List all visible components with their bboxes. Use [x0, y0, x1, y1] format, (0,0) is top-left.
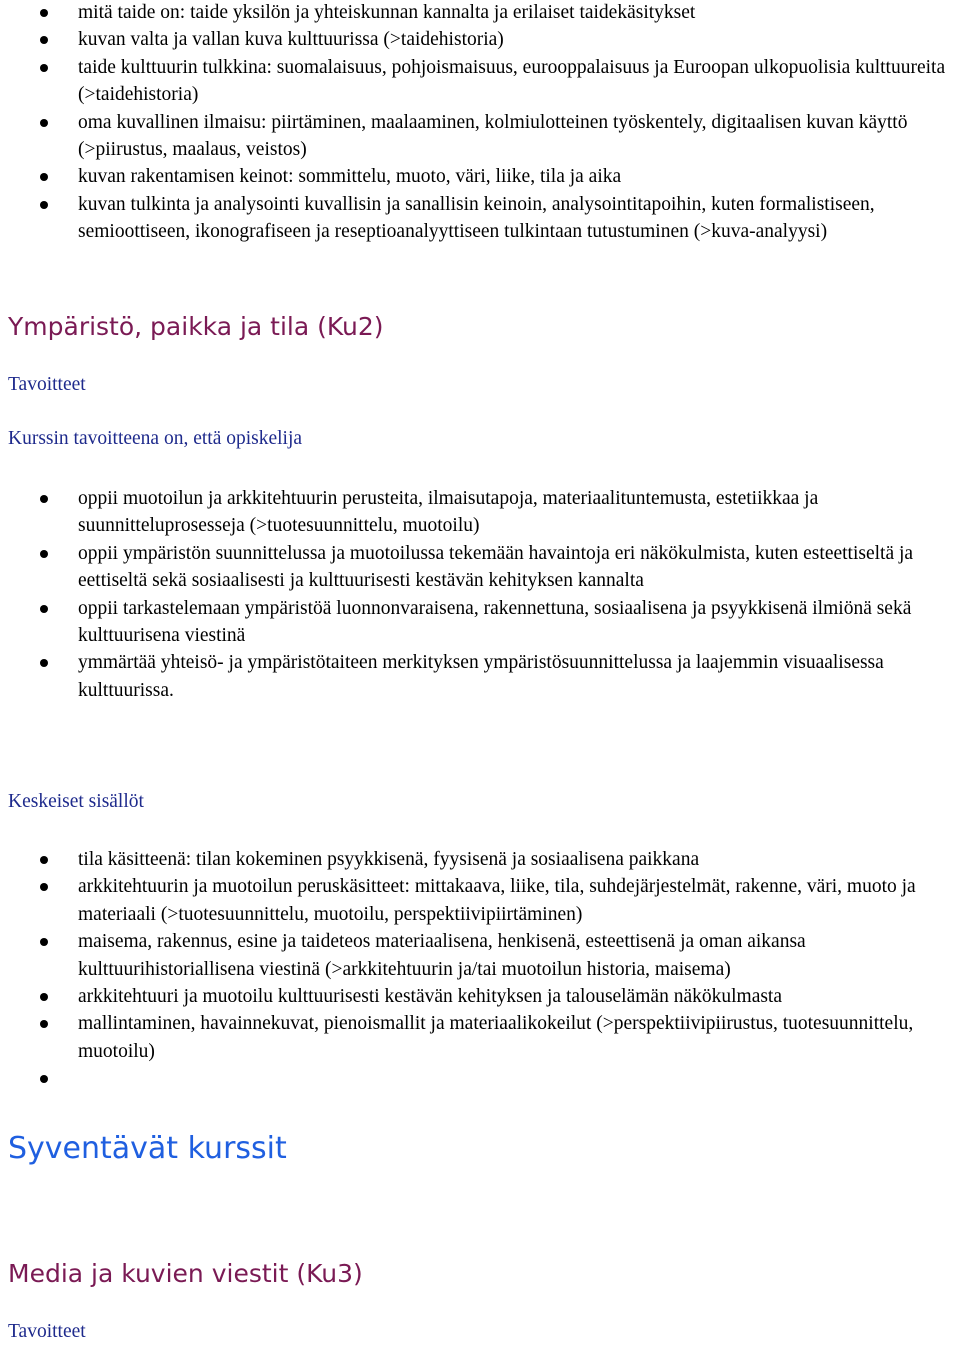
list-item [0, 485, 960, 540]
bullet-icon [40, 938, 48, 946]
goals-label: Tavoitteet [8, 374, 86, 395]
list-item [0, 540, 960, 595]
bullet-icon [40, 883, 48, 891]
list-item-text: oppii tarkastelemaan ympäristöä luonnonvaraisena, rakennettuna, sosiaalisena ja psyykkisenä ilmiönä sekä kulttuurisena viestinä [78, 597, 912, 647]
bullet-icon [40, 605, 48, 613]
bullet-icon [40, 9, 48, 17]
list-item-text: arkkitehtuuri ja muotoilu kulttuurisesti kestävän kehityksen ja talouselämän näkökulmasta [78, 986, 783, 1008]
content-label: Keskeiset sisällöt [8, 791, 144, 812]
list-item [0, 846, 960, 873]
bullet-icon [40, 201, 48, 209]
section-heading-advanced: Syventävät kurssit [8, 1131, 287, 1166]
goals-intro: Kurssin tavoitteena on, että opiskelija [8, 428, 303, 449]
bullet-icon [40, 550, 48, 558]
list-item-text: tila käsitteenä: tilan kokeminen psyykkisenä, fyysisenä ja sosiaalisena paikkana [78, 849, 700, 870]
list-item [0, 873, 960, 928]
list-item [0, 109, 960, 164]
list-item-text: kuvan tulkinta ja analysointi kuvallisin ja sanallisin keinoin, analysointitapoihin, kuten formalistiseen, semioottiseen, ikonografiseen ja reseptioanalyyttiseen tulkintaan tutustuminen (>kuva-analyysi) [78, 193, 875, 243]
bullet-icon [40, 993, 48, 1001]
list-item [0, 1010, 960, 1065]
list-item-text: kuvan valta ja vallan kuva kulttuurissa (>taidehistoria) [78, 29, 504, 51]
list-item-text: mitä taide on: taide yksilön ja yhteiskunnan kannalta ja erilaiset taidekäsitykset [78, 2, 696, 23]
list-item-text: oppii muotoilun ja arkkitehtuurin perusteita, ilmaisutapoja, materiaalituntemusta, estetiikkaa ja suunnitteluprosesseja (>tuotesuunnittelu, muotoilu) [78, 488, 819, 537]
list-item-empty [0, 1065, 960, 1092]
list-item [0, 983, 960, 1010]
list-item-text: mallintaminen, havainnekuvat, pienoismallit ja materiaalikokeilut (>perspektiivipiirustus, tuotesuunnittelu, muotoilu) [78, 1013, 914, 1062]
list-item [0, 0, 960, 26]
bullet-icon [40, 64, 48, 72]
bullet-icon [40, 36, 48, 44]
contents-list [0, 846, 960, 1093]
top-bullet-list [0, 0, 960, 246]
bullet-icon [40, 495, 48, 503]
list-item-text: arkkitehtuurin ja muotoilun peruskäsitteet: mittakaava, liike, tila, suhdejärjestelmät, rakenne, väri, muoto ja materiaali (>tuotesuunnittelu, muotoilu, perspektiivipiirtäminen) [78, 876, 916, 925]
bullet-icon [40, 119, 48, 127]
list-item [0, 26, 960, 53]
goals-list [0, 485, 960, 704]
list-item-text: oppii ympäristön suunnittelussa ja muotoilussa tekemään havaintoja eri näkökulmista, kuten esteettiseltä ja eettiseltä sekä sosiaalisesti ja kulttuurisesti kestävän kehityksen kannalta [78, 542, 914, 592]
list-item [0, 928, 960, 983]
bullet-icon [40, 173, 48, 181]
bullet-icon [40, 856, 48, 864]
list-item-text: kuvan rakentamisen keinot: sommittelu, muoto, väri, liike, tila ja aika [78, 166, 622, 188]
list-item [0, 163, 960, 190]
bullet-icon [40, 1020, 48, 1028]
list-item [0, 595, 960, 650]
bullet-icon [40, 659, 48, 667]
bullet-icon [40, 1075, 48, 1083]
list-item-text: maisema, rakennus, esine ja taideteos materiaalisena, henkisenä, esteettisenä ja oman aikansa kulttuurihistoriallisena viestinä (>arkkitehtuurin ja/tai muotoilun historia, maisema) [78, 931, 806, 980]
section-heading-ku3: Media ja kuvien viestit (Ku3) [8, 1259, 363, 1288]
section-heading-ku2: Ympäristö, paikka ja tila (Ku2) [8, 312, 384, 341]
list-item [0, 54, 960, 109]
list-item-text: ymmärtää yhteisö- ja ympäristötaiteen merkityksen ympäristösuunnittelussa ja laajemmin visuaalisessa kulttuurissa. [78, 652, 884, 701]
list-item-text: taide kulttuurin tulkkina: suomalaisuus, pohjoismaisuus, eurooppalaisuus ja Euroopan ulkopuolisia kulttuureita (>taidehistoria) [78, 56, 946, 106]
list-item [0, 191, 960, 246]
list-item-text: oma kuvallinen ilmaisu: piirtäminen, maalaaminen, kolmiulotteinen työskentely, digitaalisen kuvan käyttö (>piirustus, maalaus, veistos) [78, 111, 908, 161]
list-item [0, 649, 960, 704]
goals-label-ku3: Tavoitteet [8, 1321, 86, 1342]
